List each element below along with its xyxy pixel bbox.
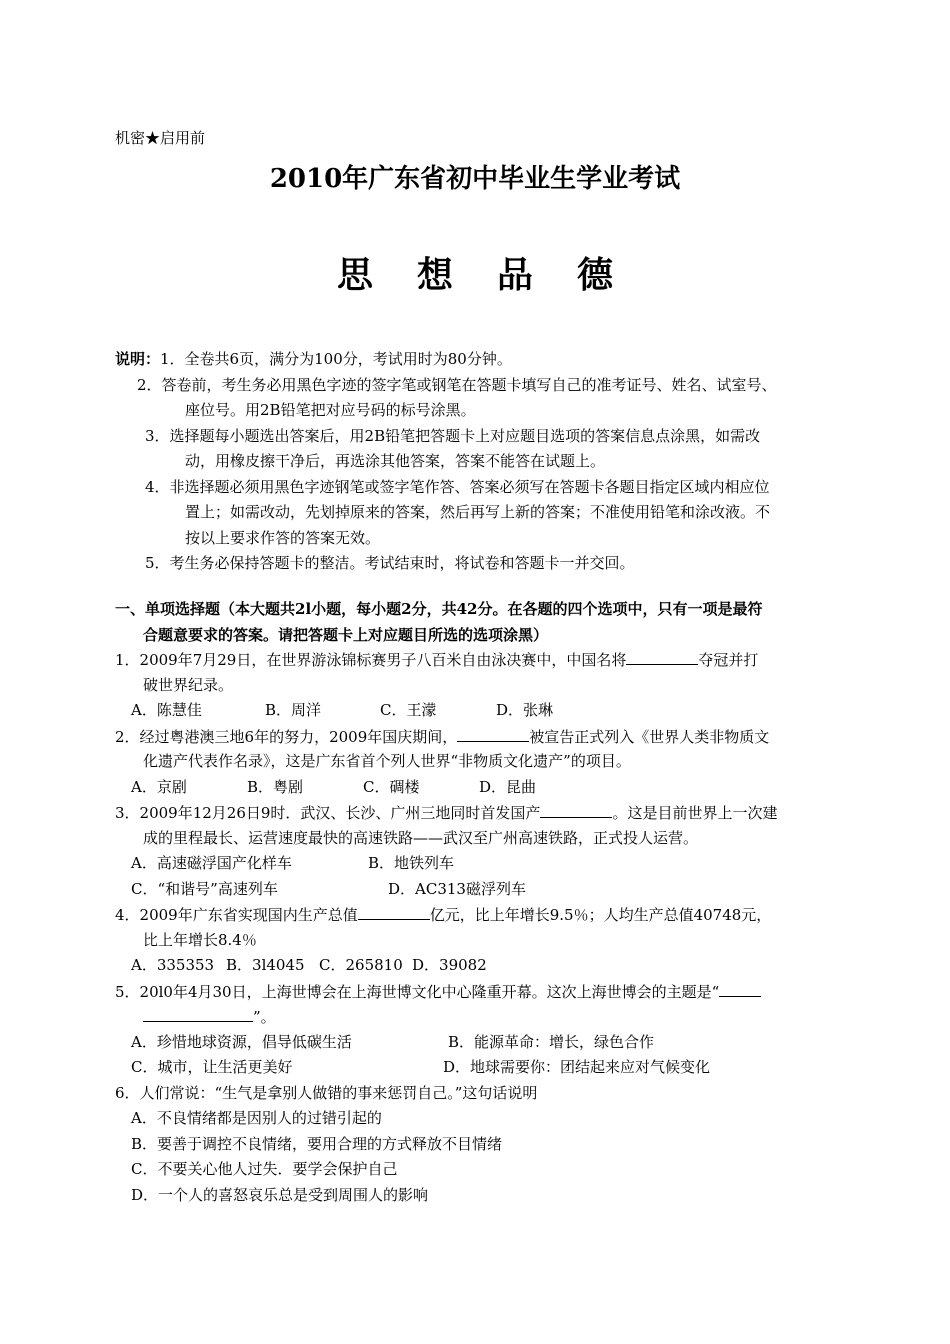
question-4-options bbox=[115, 953, 837, 979]
exam-title: 2010年广东省初中毕业生学业考试 bbox=[269, 164, 681, 194]
question-1-options bbox=[115, 698, 837, 724]
option-b: B．3l4045 bbox=[226, 956, 305, 974]
question-2-options bbox=[115, 775, 837, 801]
option-a: A．高速磁浮国产化样车 bbox=[131, 854, 292, 872]
question-list bbox=[115, 647, 837, 1208]
question-text: ”。 bbox=[253, 1008, 276, 1026]
option-a: A．陈慧佳 bbox=[131, 701, 202, 719]
answer-blank bbox=[540, 800, 612, 818]
option-c: C．“和谐号”高速列车 bbox=[131, 879, 278, 898]
question-text: 亿元，比上年增长9.5％；人均生产总值40748元， bbox=[429, 906, 772, 924]
option-a: A．335353 bbox=[131, 956, 215, 974]
option-c: C．王濛 bbox=[380, 701, 437, 719]
question-text: 2．经过粤港澳三地6年的努力，2009年国庆期间， bbox=[115, 727, 458, 746]
question-2-line bbox=[115, 724, 837, 750]
option-d: D．39082 bbox=[412, 956, 487, 974]
question-text: 被宣告正式列入《世界人类非物质文 bbox=[529, 727, 770, 746]
option-c: C．265810 bbox=[319, 956, 403, 974]
instruction-item: 动，用橡皮擦干净后，再选涂其他答案，答案不能答在试题上。 bbox=[185, 452, 606, 470]
instructions bbox=[115, 347, 837, 577]
answer-blank bbox=[457, 724, 529, 742]
option-a: A．京剧 bbox=[131, 777, 187, 796]
question-3-options bbox=[115, 851, 837, 877]
question-text: 比上年增长8.4％ bbox=[143, 930, 257, 949]
subject-char: 德 bbox=[577, 254, 614, 296]
option-b: B．要善于调控不良情绪，要用合理的方式释放不目情绪 bbox=[131, 1134, 503, 1153]
answer-blank bbox=[358, 902, 430, 920]
question-text: 4．2009年广东省实现国内生产总值 bbox=[115, 906, 358, 924]
confidential-mark: 机密★启用前 bbox=[115, 129, 206, 147]
option-d: D．昆曲 bbox=[479, 777, 537, 796]
section-heading bbox=[115, 597, 837, 648]
question-text: 破世界纪录。 bbox=[143, 675, 234, 694]
question-text: 6．人们常说：“生气是拿别人做错的事来惩罚自己。”这句话说明 bbox=[115, 1083, 538, 1102]
subject-char: 思 bbox=[336, 254, 373, 296]
section-heading-line: 合题意要求的答案。请把答题卡上对应题目所选的选项涂黑） bbox=[143, 625, 549, 644]
option-b: B．粤剧 bbox=[247, 777, 304, 796]
question-5-line bbox=[115, 1004, 837, 1030]
question-3-line bbox=[115, 800, 837, 826]
answer-blank bbox=[143, 1004, 253, 1022]
answer-blank bbox=[719, 979, 761, 997]
question-5-options bbox=[115, 1030, 837, 1056]
section-heading-line: 一、单项选择题（本大题共2l小题，每小题2分，共42分。在各题的四个选项中，只有一项是最符 bbox=[115, 600, 763, 618]
question-4-line bbox=[115, 902, 837, 928]
question-5-options bbox=[115, 1055, 837, 1081]
option-c: C．不要关心他人过失．要学会保护自己 bbox=[131, 1160, 398, 1178]
option-d: D．一个人的喜怒哀乐总是受到周围人的影响 bbox=[131, 1185, 429, 1204]
option-c: C．城市，让生活更美好 bbox=[131, 1058, 293, 1076]
question-text: 化遗产代表作名录》，这是广东省首个列人世界“非物质文化遗产”的项目。 bbox=[143, 752, 631, 770]
question-text: 3．2009年12月26日9时．武汉、长沙、广州三地同时首发国产 bbox=[115, 804, 541, 822]
instruction-item: 5．考生务必保持答题卡的整洁。考试结束时，将试卷和答题卡一并交回。 bbox=[145, 554, 635, 572]
option-d: D．地球需要你：团结起来应对气候变化 bbox=[443, 1058, 711, 1076]
question-1-line bbox=[115, 647, 837, 673]
instruction-item: 1．全卷共6页，满分为100分，考试用时为80分钟。 bbox=[160, 350, 512, 368]
option-b: B．能源革命：增长，绿色合作 bbox=[448, 1032, 655, 1051]
option-c: C．碉楼 bbox=[363, 777, 420, 796]
option-b: B．周洋 bbox=[265, 701, 322, 719]
question-text: 。这是目前世界上一次建 bbox=[612, 804, 778, 822]
subject-char: 品 bbox=[497, 254, 534, 296]
subject-char: 想 bbox=[416, 254, 453, 296]
question-text: 成的里程最长、运营速度最快的高速铁路——武汉至广州高速铁路，正式投人运营。 bbox=[143, 828, 699, 847]
option-d: D．AC313磁浮列车 bbox=[388, 879, 526, 898]
answer-blank bbox=[626, 647, 698, 665]
question-5-line bbox=[115, 979, 837, 1005]
question-3-options bbox=[115, 877, 837, 903]
instruction-item: 置上；如需改动，先划掉原来的答案，然后再写上新的答案；不准使用铅笔和涂改液。不 bbox=[185, 503, 771, 521]
instruction-item: 座位号。用2B铅笔把对应号码的标号涂黑。 bbox=[185, 401, 476, 419]
option-b: B．地铁列车 bbox=[368, 854, 455, 872]
option-d: D．张琳 bbox=[496, 701, 554, 719]
question-text: 5．20l0年4月30日，上海世博会在上海世博文化中心隆重开幕。这次上海世博会的主题是“ bbox=[115, 982, 720, 1001]
instructions-label: 说明： bbox=[115, 350, 161, 368]
instruction-item: 按以上要求作答的答案无效。 bbox=[185, 528, 381, 547]
instruction-item: 2．答卷前，考生务必用黑色字迹的签字笔或钢笔在答题卡填写自己的准考证号、姓名、试室号、 bbox=[137, 375, 777, 394]
instruction-item: 4．非选择题必须用黑色字迹钢笔或签字笔作答、答案必须写在答题卡各题目指定区域内相应位 bbox=[145, 477, 770, 496]
subject-title bbox=[0, 247, 950, 298]
option-a: A．不良情绪都是因别人的过错引起的 bbox=[131, 1109, 382, 1127]
option-a: A．珍惜地球资源，倡导低碳生活 bbox=[131, 1032, 352, 1051]
question-text: 夺冠并打 bbox=[698, 651, 759, 669]
question-text: 1．2009年7月29日，在世界游泳锦标赛男子八百米自由泳决赛中，中国名将 bbox=[115, 651, 627, 669]
instruction-item: 3．选择题每小题选出答案后，用2B铅笔把答题卡上对应题目选项的答案信息点涂黑，如需改 bbox=[145, 426, 761, 445]
